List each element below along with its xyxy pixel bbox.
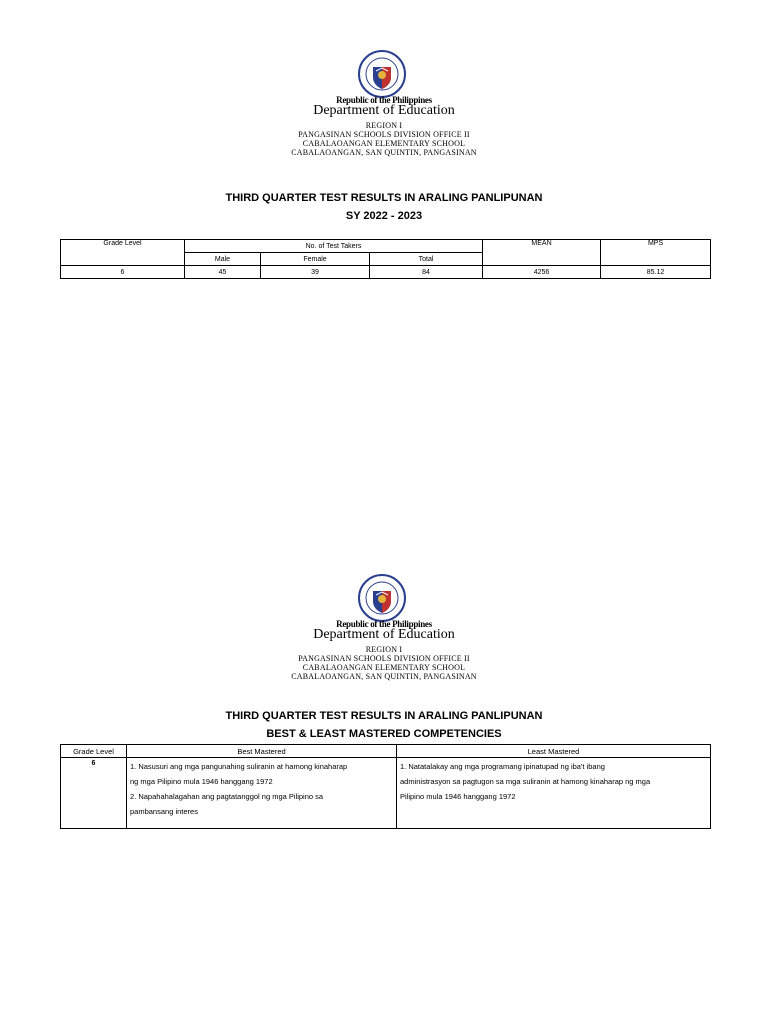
school-label: CABALAOANGAN ELEMENTARY SCHOOL <box>302 663 466 672</box>
republic-label: Republic of the Philippines <box>336 95 432 105</box>
female-header: Female <box>261 253 370 266</box>
best-mastered-line: ng mga Pilipino mula 1946 hanggang 1972 <box>130 777 273 786</box>
least-mastered-cell <box>397 758 711 829</box>
best-mastered-line: 2. Napahahalagahan ang pagtatanggol ng mga Pilipino sa <box>130 792 324 801</box>
total-cell: 84 <box>370 266 483 279</box>
total-header: Total <box>370 253 483 266</box>
least-mastered-header: Least Mastered <box>397 745 711 758</box>
mps-header: MPS <box>601 240 711 266</box>
republic-label: Republic of the Philippines <box>336 619 432 629</box>
best-mastered-line: pambansang interes <box>130 807 198 816</box>
female-cell: 39 <box>261 266 370 279</box>
address-label: CABALAOANGAN, SAN QUINTIN, PANGASINAN <box>291 148 477 157</box>
department-title: Department of Education <box>313 627 455 642</box>
male-cell: 45 <box>185 266 261 279</box>
region-label: REGION I <box>365 645 403 654</box>
mps-cell: 85.12 <box>601 266 711 279</box>
results-title: THIRD QUARTER TEST RESULTS IN ARALING PANLIPUNAN <box>225 192 543 204</box>
grade-level-header: Grade Level <box>61 240 185 266</box>
division-label: PANGASINAN SCHOOLS DIVISION OFFICE II <box>298 654 470 663</box>
grade-level-header: Grade Level <box>61 745 127 758</box>
grade-cell: 6 <box>61 758 127 829</box>
best-mastered-cell <box>127 758 397 829</box>
table-row <box>61 758 711 829</box>
competencies-table <box>60 744 711 829</box>
male-header: Male <box>185 253 261 266</box>
school-label: CABALAOANGAN ELEMENTARY SCHOOL <box>302 139 466 148</box>
results-table <box>60 239 711 279</box>
table-row <box>61 266 711 279</box>
best-mastered-header: Best Mastered <box>127 745 397 758</box>
test-takers-header: No. of Test Takers <box>185 240 483 253</box>
address-label: CABALAOANGAN, SAN QUINTIN, PANGASINAN <box>291 672 477 681</box>
least-mastered-line: administrasyon sa pagtugon sa mga suliranin at hamong kinaharap ng mga <box>400 777 651 786</box>
competencies-title: THIRD QUARTER TEST RESULTS IN ARALING PANLIPUNAN <box>225 710 543 722</box>
region-label: REGION I <box>365 121 403 130</box>
competencies-subtitle: BEST & LEAST MASTERED COMPETENCIES <box>266 728 502 740</box>
division-label: PANGASINAN SCHOOLS DIVISION OFFICE II <box>298 130 470 139</box>
deped-seal-icon <box>358 50 406 98</box>
least-mastered-line: Pilipino mula 1946 hanggang 1972 <box>400 792 516 801</box>
deped-seal-icon <box>358 574 406 622</box>
results-subtitle: SY 2022 - 2023 <box>345 210 423 222</box>
least-mastered-line: 1. Natatalakay ang mga programang ipinatupad ng iba't ibang <box>400 762 605 771</box>
department-title: Department of Education <box>313 103 455 118</box>
mean-header: MEAN <box>483 240 601 266</box>
mean-cell: 4256 <box>483 266 601 279</box>
grade-cell: 6 <box>61 266 185 279</box>
best-mastered-line: 1. Nasusuri ang mga pangunahing suliranin at hamong kinaharap <box>130 762 348 771</box>
